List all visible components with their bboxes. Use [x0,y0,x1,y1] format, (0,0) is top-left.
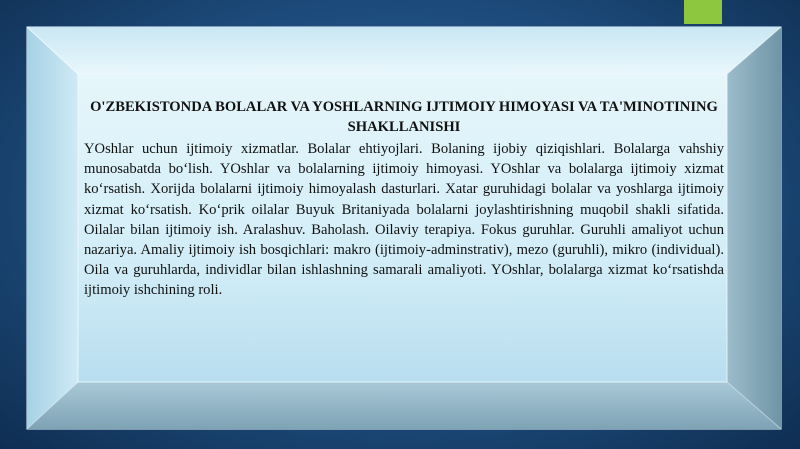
bevel-right [727,27,781,429]
bevel-left [27,27,78,429]
bevel-top [27,27,781,74]
slide-body: YOshlar uchun ijtimoiy xizmatlar. Bolalar ehtiyojlari. Bolaning ijobiy qiziqishlari. Bolalarga vahshiy munosabatda bo‘lish. YOshlar va bolalarning ijtimoiy himoyasi. YOshlar va bolalarga ijtimoiy xizmat ko‘rsatish. Xorijda bolalarni ijtimoiy himoyalash dasturlari. Xatar guruhidagi bolalar va yoshlarga ijtimoiy xizmat ko‘rsatish. Ko‘prik oilalar Buyuk Britaniyada bolalarni joylashtirishning muqobil shakli sifatida. Oilalar bilan ijtimoiy ish. Aralashuv. Baholash. Oilaviy terapiya. Fokus guruhlar. Guruhli amaliyot uchun nazariya. Amaliy ijtimoiy ish bosqichlari: makro (ijtimoiy-adminstrativ), mezo (guruhli), mikro (individual). Oila va guruhlarda, individlar bilan ishlashning samarali amaliyoti. YOshlar, bolalarga xizmat ko‘rsatishda ijtimoiy ishchining roli. [84,141,724,299]
slide-title: O'ZBEKISTONDA BOLALAR VA YOSHLARNING IJTIMOIY HIMOYASI VA TA'MINOTINING SHAKLLANISHI [90,99,718,135]
bevel-bottom [27,382,781,429]
slide-content [84,97,724,301]
